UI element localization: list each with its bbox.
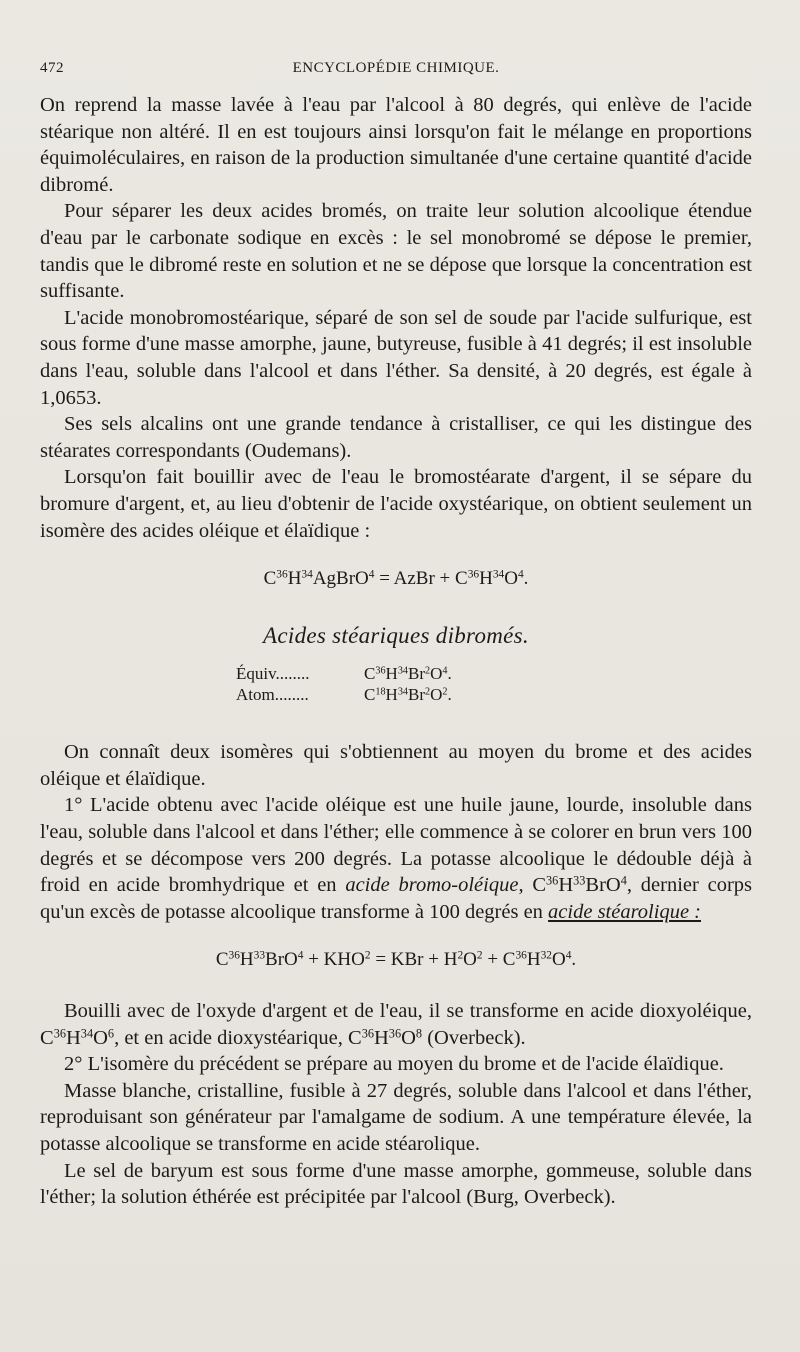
paragraph-7: 1° L'acide obtenu avec l'acide oléique est une huile jaune, lourde, insoluble dans l'eau, soluble dans l'alcool et dans l'éther; elle commence à se colorer en brun vers 100 degrés et se décompose vers 200 degrés. La potasse alcoolique le dédouble déjà à froid en acide bromhydrique et en acide bromo-oléique, $C^{36}H^{33}BrO^4$, dernier corps qu'un excès de potasse alcoolique transforme à 100 degrés en acide stéarolique :: [40, 794, 752, 923]
equiv-formula: $C^{36}H^{34}Br^2O^4$.: [364, 664, 452, 684]
paragraph-9: 2° L'isomère du précédent se prépare au moyen du brome et de l'acide élaïdique.: [64, 1053, 724, 1076]
equivalent-table: [236, 663, 556, 705]
paragraph-2: Pour séparer les deux acides bromés, on traite leur solution alcoolique étendue d'eau par le carbonate sodique en excès : le sel monobromé se dépose le premier, tandis que le dibromé reste en solution et ne se dépose que lorsque la concentration est suffisante.: [40, 200, 752, 303]
paragraph-5: Lorsqu'on fait bouillir avec de l'eau le bromostéarate d'argent, il se sépare du bromure d'argent, et, au lieu d'obtenir de l'acide oxystéarique, on obtient seulement un isomère des acides oléique et élaïdique :: [40, 466, 752, 542]
equiv-label: Équiv........: [236, 664, 310, 684]
atom-formula: $C^{18}H^{34}Br^2O^2$.: [364, 685, 452, 705]
paragraph-4: Ses sels alcalins ont une grande tendance à cristalliser, ce qui les distingue des stéarates correspondants (Oudemans).: [40, 413, 752, 462]
paragraph-1: On reprend la masse lavée à l'eau par l'alcool à 80 degrés, qui enlève de l'acide stéarique non altéré. Il en est toujours ainsi lorsqu'on fait le mélange en proportions équimoléculaires, en raison de la production simultanée d'une certaine quantité d'acide dibromé.: [40, 94, 752, 196]
paragraph-11: Le sel de baryum est sous forme d'une masse amorphe, gommeuse, soluble dans l'éther; la solution éthérée est précipitée par l'alcool (Burg, Overbeck).: [40, 1159, 752, 1209]
section-title: Acides stéariques dibromés.: [263, 622, 529, 648]
body-text: [40, 92, 752, 1211]
paragraph-3: L'acide monobromostéarique, séparé de son sel de soude par l'acide sulfurique, est sous forme d'une masse amorphe, jaune, butyreuse, fusible à 41 degrés; il est insoluble dans l'eau, soluble dans l'alcool et dans l'éther. Sa densité, à 20 degrés, est égale à 1,0653.: [40, 306, 752, 409]
running-title: ENCYCLOPÉDIE CHIMIQUE.: [292, 60, 500, 76]
atom-label: Atom........: [236, 685, 309, 705]
paragraph-6: On connaît deux isomères qui s'obtiennent au moyen du brome et des acides oléique et élaïdique.: [40, 741, 752, 790]
atom-row: [236, 684, 556, 705]
equiv-row: [236, 663, 556, 684]
formula-bromostearate: $C^{36}H^{34}AgBrO^4$ = AzBr + $C^{36}H^{34}O^4$.: [263, 568, 529, 590]
page-number: 472: [40, 60, 64, 76]
paragraph-10: Masse blanche, cristalline, fusible à 27 degrés, soluble dans l'alcool et dans l'éther, reproduisant son générateur par l'amalgame de sodium. A une température élevée, la potasse alcoolique se transforme en acide stéarolique.: [40, 1079, 752, 1155]
page-header: [40, 60, 752, 82]
paragraph-8: Bouilli avec de l'oxyde d'argent et de l'eau, il se transforme en acide dioxyoléique, $C^{36}H^{34}O^6$, et en acide dioxystéarique, $C^{36}H^{36}O^8$ (Overbeck).: [40, 1000, 752, 1049]
formula-stearolic: $C^{36}H^{33}BrO^4 + KHO^2$ = KBr + $H^2O^2 + C^{36}H^{32}O^4$.: [215, 949, 577, 971]
